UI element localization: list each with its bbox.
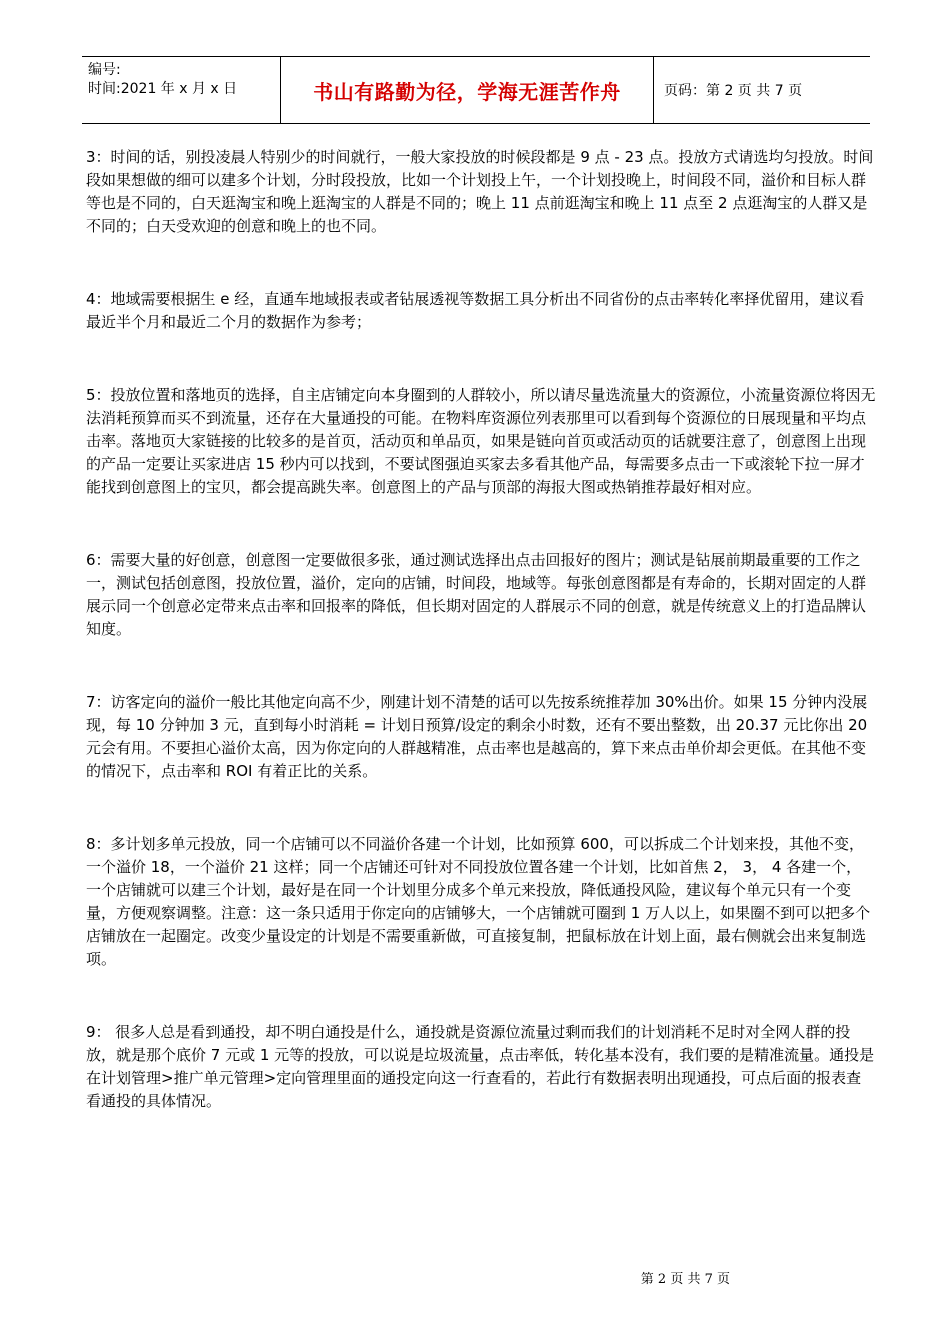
- paragraph-5: 5：投放位置和落地页的选择，自主店铺定向本身圈到的人群较小，所以请尽量选流量大的资源位，小流量资源位将因无法消耗预算而买不到流量，还存在大量通投的可能。在物料库资源位列表那里可以看到每个资源位的日展现量和平均点击率。落地页大家链接的比较多的是首页，活动页和单品页，如果是链向首页或活动页的话就要注意了，创意图上出现的产品一定要让买家进店 15 秒内可以找到，不要试图强迫买家去多看其他产品，每需要多点击一下或滚轮下拉一屏才能找到创意图上的宝贝，都会提高跳失率。创意图上的产品与顶部的海报大图或热销推荐最好相对应。: [86, 386, 876, 496]
- page-header: [82, 56, 870, 124]
- header-page-info: 页码：第 2 页 共 7 页: [664, 83, 803, 99]
- paragraph-4: 4：地域需要根据生 e 经，直通车地域报表或者钻展透视等数据工具分析出不同省份的点击率转化率择优留用，建议看最近半个月和最近二个月的数据作为参考；: [86, 290, 865, 331]
- paragraph-8: 8：多计划多单元投放，同一个店铺可以不同溢价各建一个计划，比如预算 600，可以拆成二个计划来投，其他不变，一个溢价 18，一个溢价 21 这样；同一个店铺还可针对不同投放位置各建一个计划，比如首焦 2， 3， 4 各建一个，一个店铺就可以建三个计划，最好是在同一个计划里分成多个单元来投放，降低通投风险，建议每个单元只有一个变量，方便观察调整。注意：这一条只适用于你定向的店铺够大，一个店铺就可圈到 1 万人以上，如果圈不到可以把多个店铺放在一起圈定。改变少量设定的计划是不需要重新做，可直接复制，把鼠标放在计划上面，最右侧就会出来复制选项。: [86, 835, 871, 968]
- document-number-label: 编号:: [88, 62, 121, 78]
- page-footer: 第 2 页 共 7 页: [640, 1272, 730, 1287]
- header-motto: 书山有路勤为径，学海无涯苦作舟: [281, 57, 654, 123]
- header-meta: [82, 57, 281, 123]
- document-time-label: 时间:2021 年 x 月 x 日: [88, 81, 238, 97]
- document-body: [86, 146, 876, 1163]
- paragraph-9: 9： 很多人总是看到通投，却不明白通投是什么，通投就是资源位流量过剩而我们的计划消耗不足时对全网人群的投放，就是那个底价 7 元或 1 元等的投放，可以说是垃圾流量，点击率低，转化基本没有，我们要的是精准流量。通投是在计划管理>推广单元管理>定向管理里面的通投定向这一行查看的，若此行有数据表明出现通投，可点后面的报表查看通投的具体情况。: [86, 1023, 875, 1110]
- paragraph-7: 7：访客定向的溢价一般比其他定向高不少，刚建计划不清楚的话可以先按系统推荐加 30%出价。如果 15 分钟内没展现，每 10 分钟加 3 元，直到每小时消耗 = 计划日预算/设定的剩余小时数，还有不要出整数，出 20.37 元比你出 20 元会有用。不要担心溢价太高，因为你定向的人群越精准，点击率也是越高的，算下来点击单价却会更低。在其他不变的情况下，点击率和 ROI 有着正比的关系。: [86, 693, 868, 780]
- paragraph-3: 3：时间的话，别投凌晨人特别少的时间就行，一般大家投放的时候段都是 9 点 - 23 点。投放方式请选均匀投放。时间段如果想做的细可以建多个计划，分时段投放，比如一个计划投上午，一个计划投晚上，时间段不同，溢价和目标人群等也是不同的，白天逛淘宝和晚上逛淘宝的人群是不同的；晚上 11 点前逛淘宝和晚上 11 点至 2 点逛淘宝的人群又是不同的；白天受欢迎的创意和晚上的也不同。: [86, 148, 874, 235]
- paragraph-6: 6：需要大量的好创意，创意图一定要做很多张，通过测试选择出点击回报好的图片；测试是钻展前期最重要的工作之一，测试包括创意图，投放位置，溢价，定向的店铺，时间段，地域等。每张创意图都是有寿命的，长期对固定的人群展示同一个创意必定带来点击率和回报率的降低，但长期对固定的人群展示不同的创意，就是传统意义上的打造品牌认知度。: [86, 551, 867, 638]
